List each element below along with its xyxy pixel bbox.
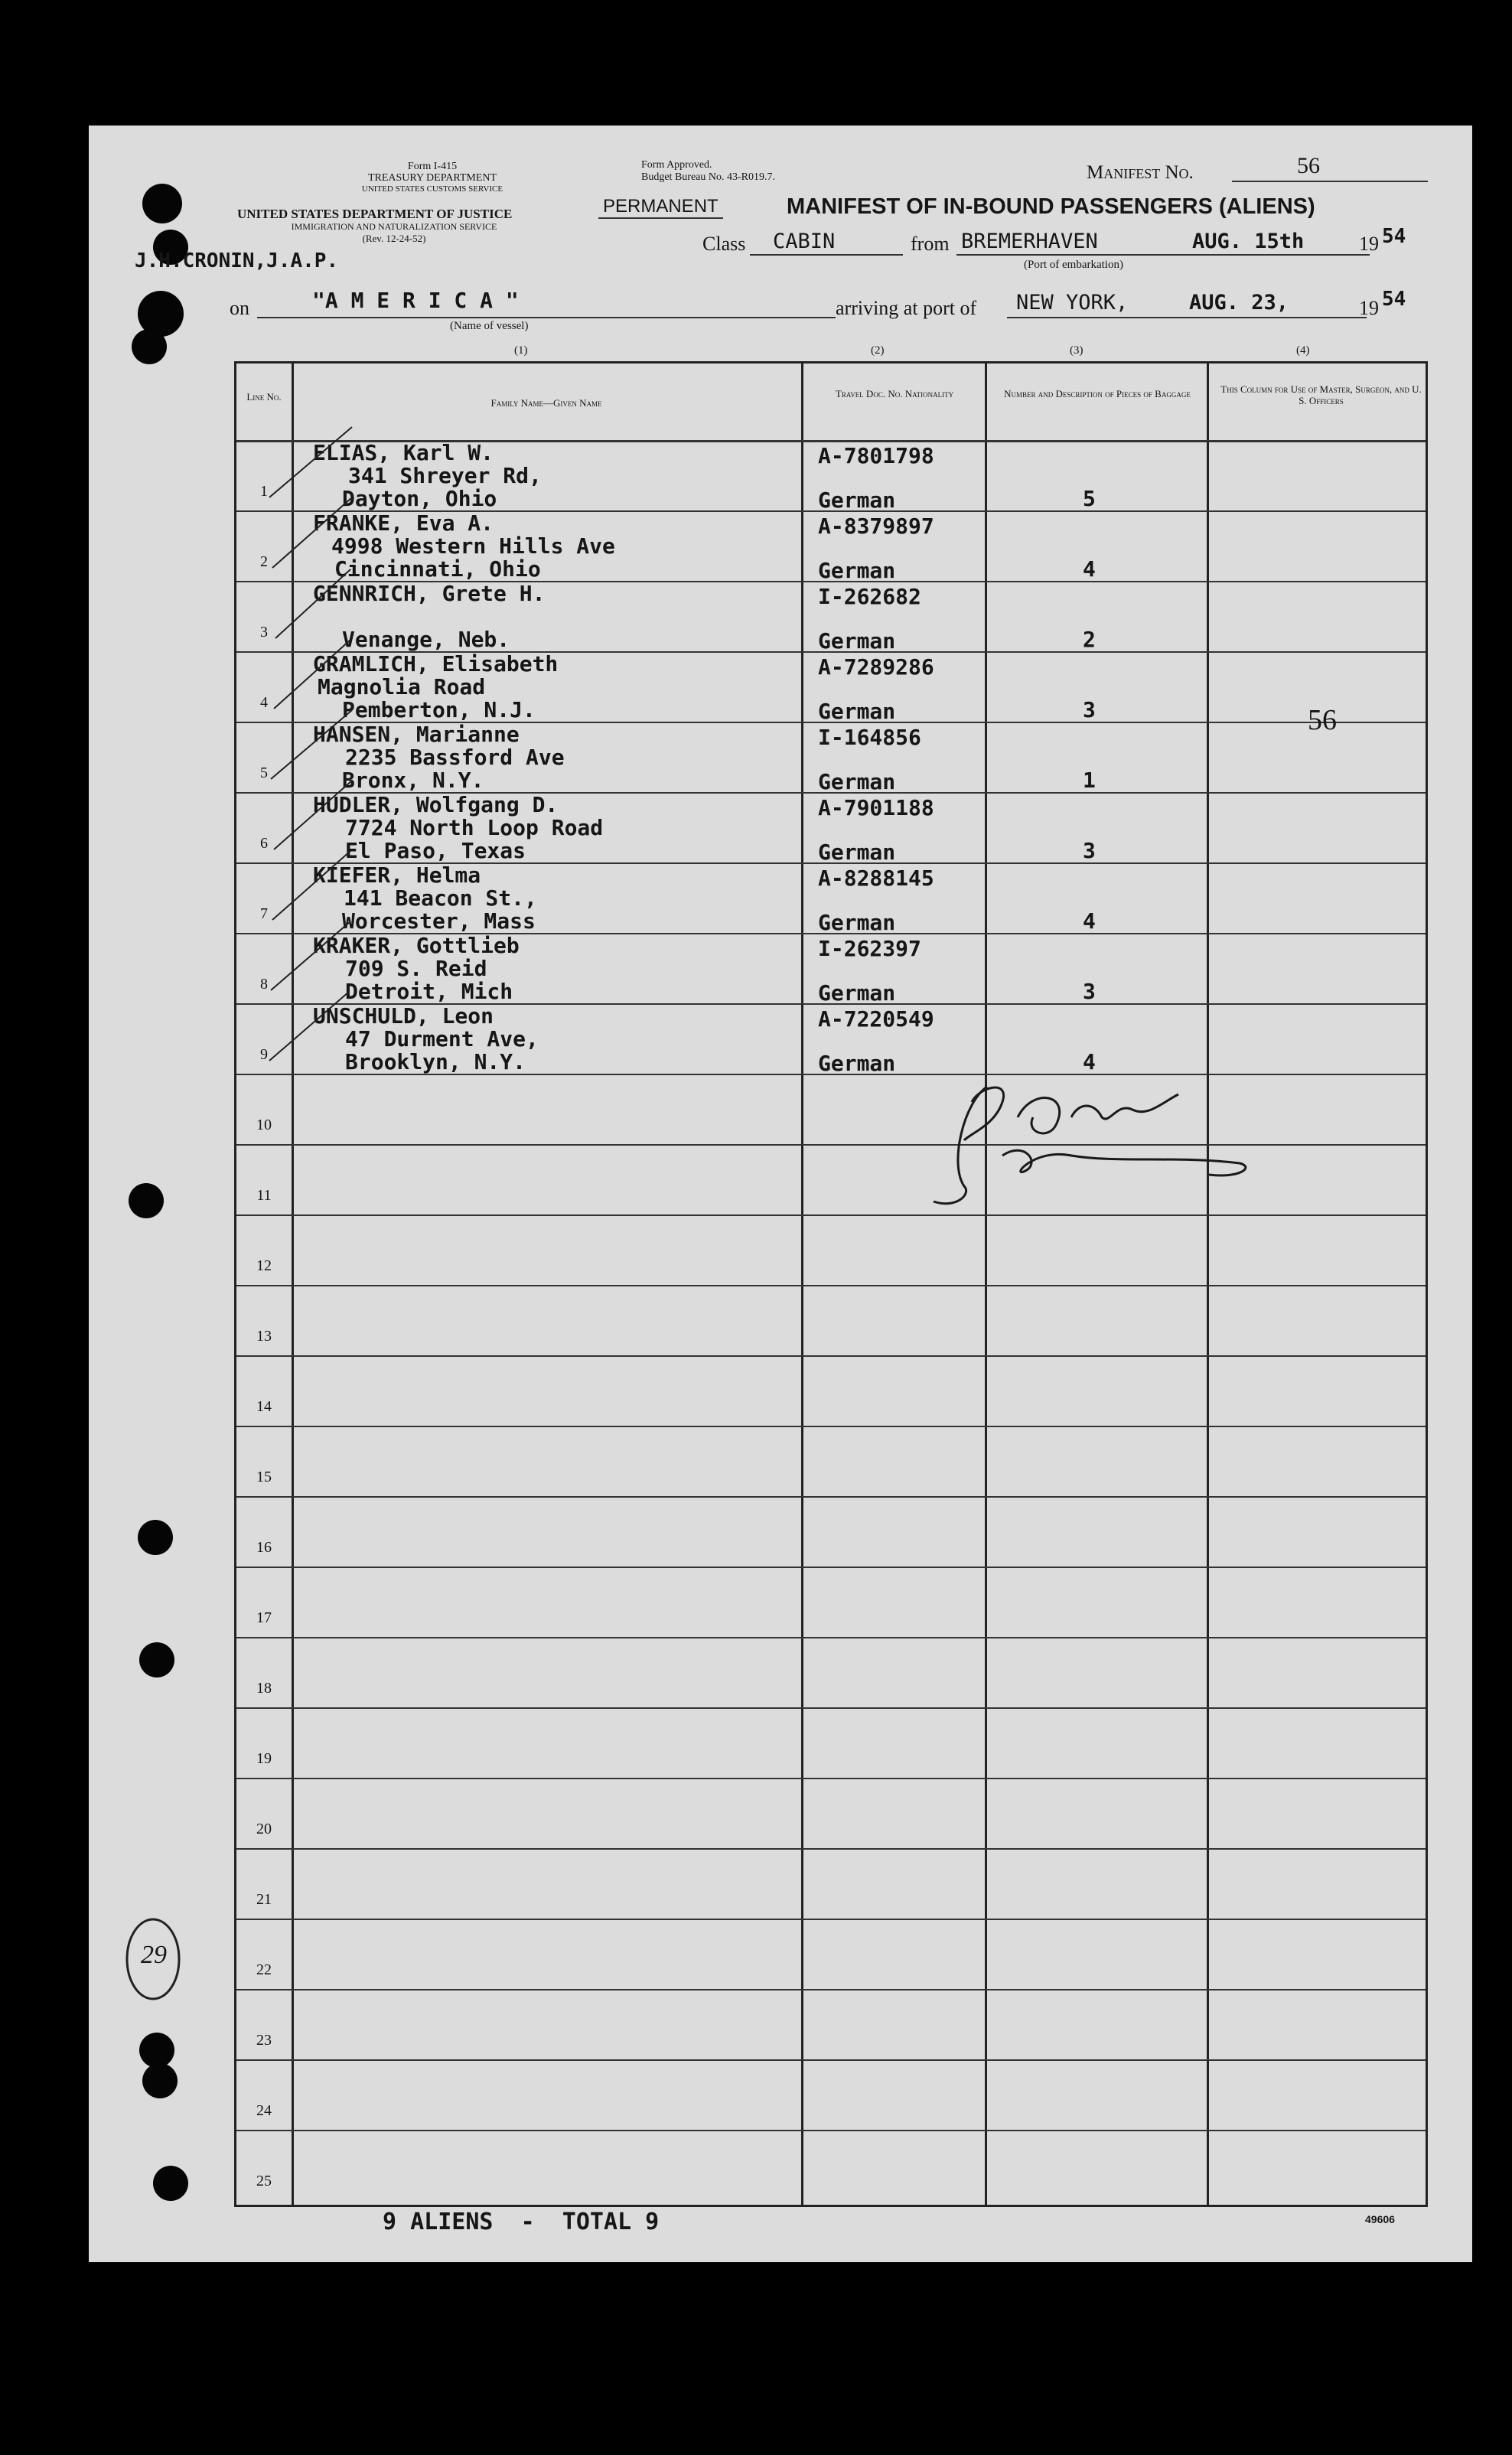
class-label: Class: [702, 233, 746, 255]
class-line: [750, 254, 903, 256]
punch-hole: [142, 184, 182, 223]
passenger-city: Cincinnati, Ohio: [334, 556, 541, 582]
baggage-count: 3: [1083, 979, 1096, 1004]
header-officer-use: This Column for Use of Master, Surgeon, and U. S. Officers: [1220, 383, 1422, 406]
nationality: German: [818, 980, 896, 1006]
nationality: German: [818, 840, 896, 865]
passenger-address: 341 Shreyer Rd,: [348, 463, 542, 488]
passenger-name: KRAKER, Gottlieb: [313, 933, 520, 958]
passenger-name: ELIAS, Karl W.: [313, 440, 494, 465]
line-number: 25: [256, 2173, 272, 2189]
travel-doc-no: A-8379897: [818, 513, 934, 539]
nationality: German: [818, 699, 896, 724]
row-line: [236, 1285, 1426, 1286]
punch-hole: [139, 1642, 174, 1677]
arriving-label: arriving at port of: [836, 297, 977, 319]
embark-year-suffix: 54: [1382, 225, 1406, 248]
manifest-line: [1232, 181, 1428, 182]
passenger-name: KIEFER, Helma: [313, 862, 481, 888]
total-aliens: 9 ALIENS - TOTAL 9: [383, 2209, 660, 2235]
passenger-address: 709 S. Reid: [345, 956, 487, 981]
print-code: 49606: [1365, 2213, 1395, 2225]
dept-justice: UNITED STATES DEPARTMENT OF JUSTICE: [237, 207, 513, 221]
line-number: 5: [260, 765, 268, 781]
handwritten-signature: [918, 1071, 1286, 1224]
line-number: 3: [260, 624, 268, 641]
col-divider: [985, 364, 987, 2205]
col-divider: [801, 364, 803, 2205]
line-number: 19: [256, 1750, 272, 1767]
margin-note: 29: [141, 1941, 167, 1969]
travel-doc-no: A-7901188: [818, 795, 934, 820]
manifest-table: [234, 361, 1428, 2207]
tick-marks: [260, 421, 367, 1079]
row-line: [236, 1989, 1426, 1990]
passenger-address: 141 Beacon St.,: [344, 885, 537, 911]
line-number: 14: [256, 1398, 272, 1415]
passenger-address: Magnolia Road: [318, 674, 486, 699]
officer-name: J.H.CRONIN,J.A.P.: [135, 249, 339, 272]
from-line: [956, 254, 1370, 256]
header-travel-doc: Travel Doc. No. Nationality: [835, 388, 954, 399]
line-number: 8: [260, 976, 268, 993]
col-divider: [1207, 364, 1209, 2205]
line-number: 23: [256, 2032, 272, 2049]
permanent-stamp: PERMANENT: [598, 196, 723, 219]
from-label: from: [911, 233, 950, 255]
passenger-city: Pemberton, N.J.: [342, 697, 536, 722]
line-number: 22: [256, 1961, 272, 1978]
punch-hole: [138, 1520, 173, 1555]
passenger-city: Brooklyn, N.Y.: [345, 1049, 526, 1074]
nationality: German: [818, 910, 896, 935]
row-line: [236, 1496, 1426, 1498]
punch-hole: [142, 2063, 178, 2098]
passenger-city: Bronx, N.Y.: [342, 768, 484, 793]
on-label: on: [230, 297, 249, 319]
passenger-address: 2235 Bassford Ave: [345, 745, 565, 770]
line-number: 7: [260, 905, 268, 922]
vessel-name: "A M E R I C A ": [312, 288, 519, 313]
col2-number: (2): [871, 344, 885, 357]
passenger-name: HANSEN, Marianne: [313, 722, 520, 747]
vessel-caption: (Name of vessel): [450, 320, 529, 332]
arrival-date: AUG. 23,: [1189, 291, 1289, 315]
arrival-line: [1007, 317, 1367, 318]
row-line: [236, 1355, 1426, 1357]
class-value: CABIN: [773, 230, 836, 253]
baggage-count: 3: [1083, 697, 1096, 722]
passenger-city: Dayton, Ohio: [342, 486, 497, 511]
line-number: 16: [256, 1539, 272, 1556]
header-line-no: Line No.: [246, 391, 282, 403]
revision: (Rev. 12-24-52): [362, 233, 426, 244]
punch-hole: [129, 1183, 164, 1218]
arrival-year-suffix: 54: [1382, 288, 1406, 311]
passenger-name: GRAMLICH, Elisabeth: [313, 651, 559, 677]
travel-doc-no: A-8288145: [818, 866, 934, 891]
line-number: 15: [256, 1469, 272, 1485]
manifest-label: Manifest No.: [1087, 162, 1194, 183]
passenger-address: 4998 Western Hills Ave: [331, 533, 615, 559]
line-number: 9: [260, 1046, 268, 1063]
row-line: [236, 1848, 1426, 1850]
manifest-title: MANIFEST OF IN-BOUND PASSENGERS (ALIENS): [787, 194, 1315, 219]
header-baggage: Number and Description of Pieces of Baggage: [1004, 388, 1191, 399]
travel-doc-no: A-7220549: [818, 1006, 934, 1032]
arrival-year-prefix: 19: [1359, 297, 1379, 319]
form-approved: Form Approved.: [641, 159, 712, 171]
row-line: [236, 2059, 1426, 2061]
passenger-city: Worcester, Mass: [342, 908, 536, 934]
line-number: 4: [260, 694, 268, 711]
travel-doc-no: I-164856: [818, 725, 921, 750]
row-line: [236, 1637, 1426, 1638]
nationality: German: [818, 558, 896, 583]
travel-doc-no: A-7801798: [818, 443, 934, 468]
punch-hole: [139, 2033, 174, 2068]
ins-service: IMMIGRATION AND NATURALIZATION SERVICE: [291, 221, 497, 232]
officer-column-number: 56: [1308, 704, 1337, 736]
row-line: [236, 1778, 1426, 1779]
baggage-count: 5: [1083, 486, 1096, 511]
vessel-line: [257, 317, 836, 318]
row-line: [236, 1919, 1426, 1920]
passenger-address: 7724 North Loop Road: [345, 815, 604, 840]
embark-date: AUG. 15th: [1192, 230, 1305, 253]
nationality: German: [818, 628, 896, 654]
col3-number: (3): [1070, 344, 1083, 357]
passenger-name: HUDLER, Wolfgang D.: [313, 792, 559, 817]
port-caption: (Port of embarkation): [1024, 259, 1123, 271]
travel-doc-no: A-7289286: [818, 654, 934, 680]
line-number: 1: [260, 483, 268, 500]
line-number: 6: [260, 835, 268, 852]
row-line: [236, 2130, 1426, 2131]
passenger-name: GENNRICH, Grete H.: [313, 581, 546, 606]
line-number: 11: [256, 1187, 272, 1204]
line-number: 10: [256, 1117, 272, 1133]
line-number: 17: [256, 1609, 272, 1626]
line-number: 13: [256, 1328, 272, 1345]
line-number: 20: [256, 1821, 272, 1837]
manifest-number: 56: [1297, 153, 1320, 178]
customs-service: UNITED STATES CUSTOMS SERVICE: [361, 184, 503, 194]
baggage-count: 4: [1083, 1049, 1096, 1074]
passenger-name: FRANKE, Eva A.: [313, 510, 494, 536]
baggage-count: 4: [1083, 908, 1096, 934]
nationality: German: [818, 487, 896, 513]
punch-hole: [132, 329, 167, 364]
line-number: 18: [256, 1680, 272, 1697]
treasury-dept: TREASURY DEPARTMENT: [367, 172, 497, 184]
col4-number: (4): [1296, 344, 1310, 357]
punch-hole: [153, 2166, 188, 2201]
budget-bureau: Budget Bureau No. 43-R019.7.: [641, 171, 775, 183]
form-number: Form I-415: [407, 161, 458, 172]
embark-year-prefix: 19: [1359, 233, 1379, 255]
line-number: 12: [256, 1257, 272, 1274]
nationality: German: [818, 1051, 896, 1076]
passenger-city: Detroit, Mich: [345, 979, 513, 1004]
embark-port: BREMERHAVEN: [961, 230, 1098, 253]
travel-doc-no: I-262397: [818, 936, 921, 961]
baggage-count: 3: [1083, 838, 1096, 863]
row-line: [236, 1426, 1426, 1427]
passenger-city: Venange, Neb.: [342, 627, 510, 652]
nationality: German: [818, 769, 896, 794]
line-number: 24: [256, 2102, 272, 2119]
line-number: 2: [260, 553, 268, 570]
passenger-name: UNSCHULD, Leon: [313, 1003, 494, 1029]
col1-number: (1): [514, 344, 528, 357]
passenger-address: 47 Durment Ave,: [345, 1026, 539, 1051]
row-line: [236, 1707, 1426, 1709]
baggage-count: 4: [1083, 556, 1096, 582]
row-line: [236, 1567, 1426, 1568]
header-name: Family Name—Given Name: [490, 397, 602, 409]
passenger-city: El Paso, Texas: [345, 838, 526, 863]
travel-doc-no: I-262682: [818, 584, 921, 609]
baggage-count: 1: [1083, 768, 1096, 793]
line-number: 21: [256, 1891, 272, 1908]
baggage-count: 2: [1083, 627, 1096, 652]
arrival-port: NEW YORK,: [1016, 291, 1129, 315]
